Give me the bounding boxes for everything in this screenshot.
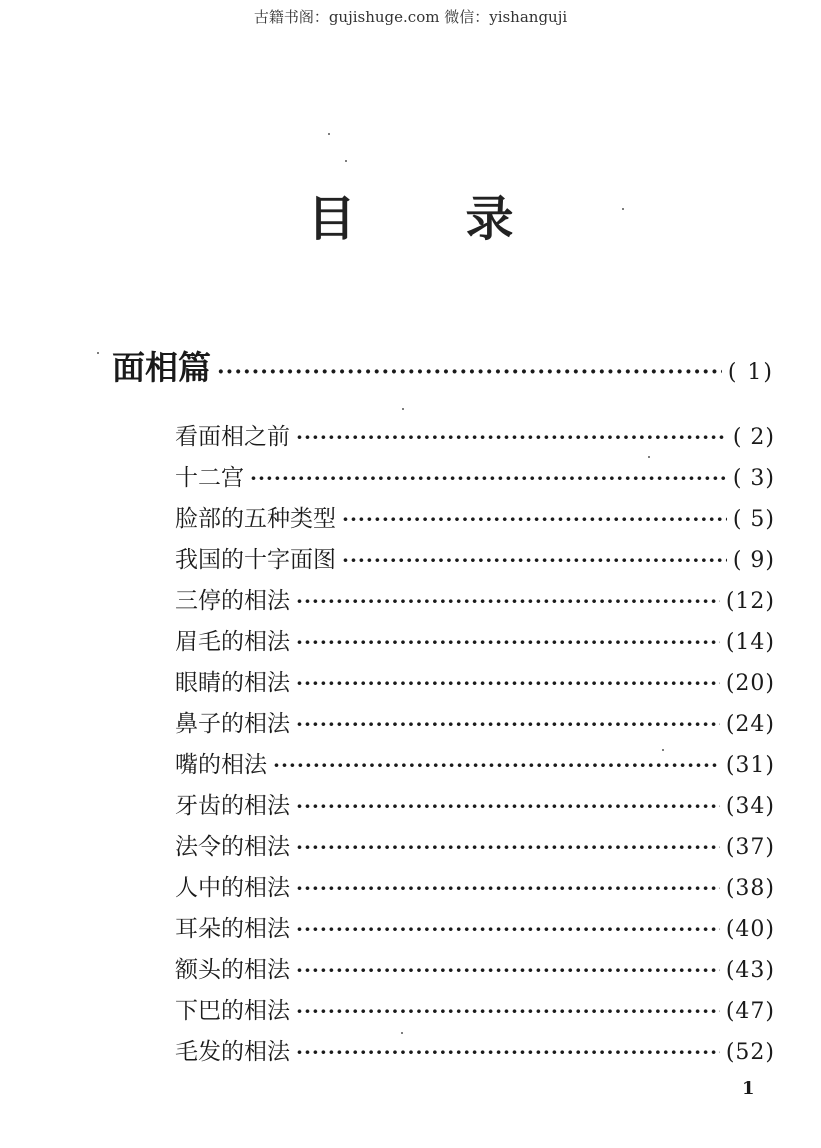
toc-entry-label: 耳朵的相法 xyxy=(175,916,290,942)
toc-entry-page: ( 2) xyxy=(732,425,775,450)
dot-leader xyxy=(273,753,720,777)
toc-entry-label: 下巴的相法 xyxy=(175,998,290,1024)
toc-entry-label: 牙齿的相法 xyxy=(175,793,290,819)
toc-entry-page: (47) xyxy=(725,999,775,1024)
dot-leader xyxy=(296,425,727,449)
dot-leader xyxy=(296,958,720,982)
toc-entry xyxy=(175,787,775,820)
toc-entry-label: 看面相之前 xyxy=(175,424,290,450)
toc-entry-page: (52) xyxy=(725,1040,775,1065)
page-number: 1 xyxy=(742,1078,755,1099)
toc-entry xyxy=(175,951,775,984)
toc-entry-page: (38) xyxy=(725,876,775,901)
toc-entry xyxy=(175,623,775,656)
toc-entry xyxy=(175,500,775,533)
toc-entry-page: (37) xyxy=(725,835,775,860)
watermark: 古籍书阁：gujishuge.com 微信：yishanguji xyxy=(253,8,568,26)
toc-entry-label: 鼻子的相法 xyxy=(175,711,290,737)
toc-entry xyxy=(175,459,775,492)
toc-entry-label: 额头的相法 xyxy=(175,957,290,983)
dot-leader xyxy=(296,794,720,818)
toc-entry-label: 十二宫 xyxy=(175,465,244,491)
scan-speck xyxy=(648,456,650,458)
scan-speck xyxy=(328,133,330,135)
toc-entry xyxy=(175,705,775,738)
dot-leader xyxy=(296,630,720,654)
dot-leader xyxy=(296,917,720,941)
toc-entry xyxy=(175,541,775,574)
toc-entry-page: (12) xyxy=(725,589,775,614)
toc-entry xyxy=(175,1033,775,1066)
dot-leader xyxy=(296,999,720,1023)
toc-entry xyxy=(175,869,775,902)
toc-entry-label: 我国的十字面图 xyxy=(175,547,336,573)
toc-entry xyxy=(175,664,775,697)
toc-entry-label: 眉毛的相法 xyxy=(175,629,290,655)
page-title-char-2: 录 xyxy=(465,191,514,247)
toc-entry xyxy=(175,992,775,1025)
dot-leader xyxy=(296,589,720,613)
toc-entry xyxy=(175,582,775,615)
toc-entry-label: 人中的相法 xyxy=(175,875,290,901)
toc-entry-page: (20) xyxy=(725,671,775,696)
toc-entry-label: 脸部的五种类型 xyxy=(175,506,336,532)
dot-leader xyxy=(296,1040,720,1064)
toc-entry-page: (31) xyxy=(725,753,775,778)
toc-entry-page: (43) xyxy=(725,958,775,983)
toc-section-label: 面相篇 xyxy=(112,348,211,387)
toc-entry-page: (14) xyxy=(725,630,775,655)
toc-section xyxy=(112,342,774,389)
scan-speck xyxy=(97,352,99,354)
toc-entry-page: (34) xyxy=(725,794,775,819)
toc-entry xyxy=(175,910,775,943)
scan-speck xyxy=(402,408,404,410)
dot-leader xyxy=(296,835,720,859)
toc-entry xyxy=(175,746,775,779)
scan-speck xyxy=(345,160,347,162)
scan-speck xyxy=(662,749,664,751)
dot-leader xyxy=(217,359,722,385)
toc-entry-page: ( 3) xyxy=(732,466,775,491)
page-title-char-1: 目 xyxy=(307,191,356,247)
toc-entry-page: (24) xyxy=(725,712,775,737)
toc-entry-label: 毛发的相法 xyxy=(175,1039,290,1065)
toc-entry-label: 眼睛的相法 xyxy=(175,670,290,696)
toc-entry-page: (40) xyxy=(725,917,775,942)
dot-leader xyxy=(342,507,727,531)
toc-entry-label: 法令的相法 xyxy=(175,834,290,860)
toc-entry xyxy=(175,418,775,451)
dot-leader xyxy=(296,712,720,736)
toc-entry-label: 嘴的相法 xyxy=(175,752,267,778)
dot-leader xyxy=(342,548,727,572)
toc-entry-label: 三停的相法 xyxy=(175,588,290,614)
page-title xyxy=(0,180,821,249)
dot-leader xyxy=(296,671,720,695)
scan-speck xyxy=(401,1032,403,1034)
scan-speck xyxy=(622,208,624,210)
toc-section-page: ( 1) xyxy=(727,360,774,385)
dot-leader xyxy=(296,876,720,900)
toc-entry-page: ( 5) xyxy=(732,507,775,532)
dot-leader xyxy=(250,466,727,490)
toc-entry-page: ( 9) xyxy=(732,548,775,573)
toc-entry xyxy=(175,828,775,861)
